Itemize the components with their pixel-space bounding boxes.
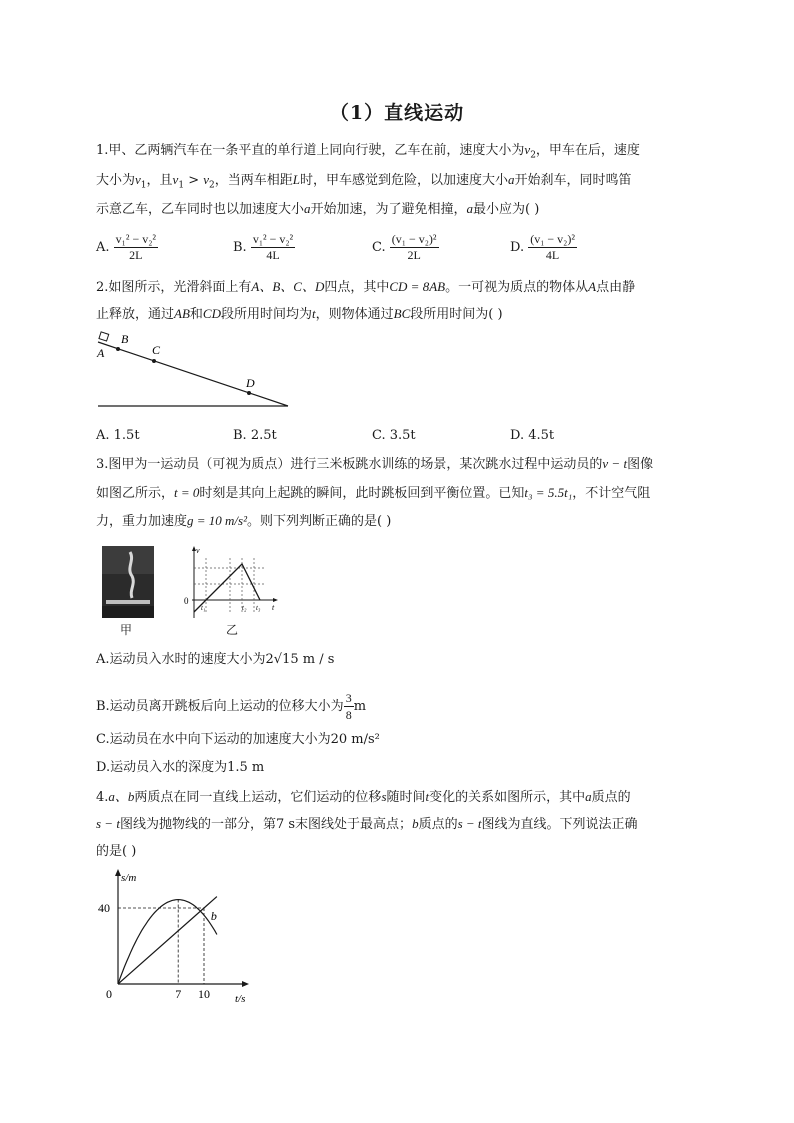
st-chart: [96, 866, 272, 1004]
var-BC: BC: [393, 306, 411, 321]
q2-text: 。一可视为质点的物体从: [445, 280, 589, 295]
var-t: t: [312, 306, 316, 321]
q2-line-2: [96, 306, 503, 323]
caption-yi: 乙: [226, 623, 239, 637]
t-axis-label: t: [272, 603, 275, 612]
caption-jia: 甲: [120, 623, 133, 637]
var-a: a: [585, 789, 592, 804]
q4-text: 4.: [96, 790, 109, 805]
var-s: s: [381, 789, 387, 804]
var-b: b: [412, 816, 419, 831]
q1-text: 开始刹车，同时鸣笛: [514, 173, 632, 188]
numerator: v₁² − v₂²: [115, 232, 157, 246]
q3-text: 如图乙所示，: [96, 486, 175, 501]
q3-line-3: [96, 513, 391, 530]
q2-text: 四点，其中: [324, 280, 390, 295]
equation: CD = 8AB: [389, 279, 446, 294]
incline-figure: [92, 328, 296, 412]
q3-text: 时刻是其向上起跳的瞬间，此时跳板回到平衡位置。已知: [199, 486, 525, 501]
var-AB: AB: [174, 306, 190, 321]
q1-text: ，甲车在后，速度: [535, 143, 640, 158]
x-arrow: [242, 981, 249, 987]
q2-option-c[interactable]: C. 3.5t: [372, 428, 416, 443]
option-fraction: [251, 232, 295, 263]
q4-text: 随时间: [386, 790, 426, 805]
q2-text: 止释放，通过: [96, 307, 175, 322]
q3-text: 。则下列判断正确的是( ): [247, 514, 392, 529]
vt: v − t: [602, 456, 628, 471]
origin-label: 0: [184, 596, 189, 606]
t3-label: t₃: [256, 604, 261, 612]
q1-option-a[interactable]: [96, 232, 158, 263]
option-label: C.: [372, 240, 386, 255]
q1-line-3: 示意乙车，乙车同时也以加速度大小a开始加速，为了避免相撞，a最小应为( ): [96, 201, 540, 217]
option-text: D.运动员入水的深度为: [96, 760, 228, 775]
option-label: D.: [510, 240, 525, 255]
q4-text: 质点的: [591, 790, 631, 805]
t0: t = 0: [174, 485, 200, 500]
numerator: (v₁ − v₂)²: [530, 232, 575, 246]
block-icon: [99, 332, 109, 341]
denominator: 4L: [545, 248, 560, 262]
q1-option-d[interactable]: [510, 232, 577, 263]
q4-text: 两质点在同一直线上运动，它们运动的位移: [134, 790, 382, 805]
diver-photo: [102, 546, 154, 618]
numerator: 3: [345, 691, 352, 705]
q3-option-d[interactable]: [96, 760, 264, 776]
x-tick-10: 10: [198, 987, 210, 1001]
option-fraction: [390, 232, 439, 263]
q3-text: ，不计空气阻: [572, 486, 651, 501]
q3-option-b[interactable]: [96, 690, 366, 723]
q1-line-1: 1.甲、乙两辆汽车在一条平直的单行道上同向行驶，乙车在前，速度大小为$v_2$，甲车在后，速度: [96, 142, 640, 161]
g-value: g = 10 m/s²: [187, 513, 247, 528]
t2-label: t₂: [242, 604, 247, 612]
var-t: t: [425, 789, 430, 804]
series-b-label: b: [210, 909, 217, 923]
incline-line: [98, 342, 288, 406]
q2-text: 段所用时间均为: [220, 307, 312, 322]
option-fraction: [344, 690, 354, 723]
t3-eq: t₃ = 5.5t₁: [524, 485, 573, 500]
option-fraction: [528, 232, 577, 263]
var-L: L: [292, 172, 300, 187]
option-text: B.运动员离开跳板后向上运动的位移大小为: [96, 699, 344, 714]
st: s − t: [457, 816, 482, 831]
option-unit: m: [353, 699, 367, 714]
st: s − t: [96, 816, 120, 831]
numerator: (v₁ − v₂)²: [391, 232, 437, 246]
q2-text: 点由静: [596, 280, 636, 295]
q4-text: 图线为抛物线的一部分，第: [119, 817, 276, 832]
q3-text: 力，重力加速度: [96, 514, 188, 529]
q1-text: ，当两车相距: [214, 173, 293, 188]
option-value: 2√15 m / s: [265, 652, 335, 667]
page-title: （1）直线运动: [329, 102, 465, 124]
q3-option-c[interactable]: [96, 732, 380, 748]
q3-text: 图像: [627, 457, 654, 472]
q2-option-a[interactable]: A. 1.5t: [96, 428, 140, 443]
q1-text: 1.甲、乙两辆汽车在一条平直的单行道上同向行驶，乙车在前，速度大小为: [96, 143, 525, 158]
option-fraction: [114, 232, 158, 263]
q2-option-d[interactable]: D. 4.5t: [510, 428, 555, 443]
q2-text: 和: [189, 307, 203, 322]
q4-text: 质点的: [418, 817, 458, 832]
denominator: 8: [345, 708, 352, 722]
q3-line-1: [96, 456, 653, 473]
y-tick-40: 40: [98, 901, 110, 915]
point-b-dot: [116, 347, 120, 351]
series-b-line: [118, 897, 217, 984]
q4-line-2: [96, 816, 638, 833]
denominator: 2L: [129, 248, 143, 262]
x-axis-label: t/s: [235, 993, 246, 1004]
q2-text: 2.如图所示，光滑斜面上有: [96, 280, 252, 295]
points: A、B、C、D: [251, 279, 325, 294]
denominator: 2L: [407, 248, 421, 262]
q3-option-a[interactable]: [96, 652, 334, 668]
option-value: 1.5 m: [227, 760, 265, 775]
q3-line-2: [96, 485, 650, 502]
q4-line-1: [96, 789, 631, 806]
t1-label: t₁: [201, 604, 206, 612]
q2-line-1: [96, 279, 635, 296]
var-A: A: [588, 279, 597, 294]
option-text: C.运动员在水中向下运动的加速度大小为: [96, 732, 331, 747]
label-d: D: [246, 376, 255, 390]
q1-line-2: 大小为$v_1$，且$v_1 > v_2$，当两车相距L时，甲车感觉到危险，以加速度大小a开始刹车，同时鸣笛: [96, 172, 632, 191]
option-label: A.: [96, 240, 110, 255]
label-a: A: [97, 346, 105, 360]
var-ab: a、b: [108, 789, 135, 804]
q1-option-b[interactable]: [233, 232, 295, 263]
option-text: A.运动员入水时的速度大小为: [96, 652, 266, 667]
y-axis-label: s/m: [121, 872, 137, 884]
q4-text: 末图线处于最高点；: [295, 817, 413, 832]
denominator: 4L: [266, 248, 280, 262]
origin-tick: 0: [106, 987, 112, 1001]
q3-text: 3.图甲为一运动员（可视为质点）进行三米板跳水训练的场景，某次跳水过程中运动员的: [96, 457, 603, 472]
q1-text: 示意乙车，乙车同时也以加速度大小: [96, 202, 305, 217]
q1-text: 时，甲车感觉到危险，以加速度大小: [300, 173, 509, 188]
numerator: v₁² − v₂²: [252, 232, 294, 246]
vt-graph: [172, 544, 282, 622]
seven-s: 7 s: [275, 817, 296, 832]
q2-option-b[interactable]: B. 2.5t: [233, 428, 277, 443]
q2-text: 段所用时间为( ): [410, 307, 503, 322]
var-a: a: [508, 172, 515, 187]
label-c: C: [152, 343, 161, 357]
var-CD: CD: [202, 306, 221, 321]
point-c-dot: [152, 359, 156, 363]
var-v: v: [524, 142, 531, 157]
q1-text: ，且: [146, 173, 173, 188]
q4-line-3: 的是( ): [96, 844, 137, 859]
option-value: 20 m/s²: [330, 732, 380, 747]
q1-text: 开始加速，为了避免相撞，: [310, 202, 467, 217]
q1-text: 最小应为( ): [473, 202, 540, 217]
q4-text: 图线为直线。下列说法正确: [481, 817, 638, 832]
label-b: B: [121, 332, 129, 346]
q1-text: 大小为: [96, 173, 136, 188]
q1-option-c[interactable]: [372, 232, 439, 263]
v-axis-label: v: [196, 546, 200, 555]
q2-text: ，则物体通过: [315, 307, 394, 322]
point-d-dot: [247, 391, 251, 395]
x-tick-7: 7: [175, 987, 182, 1001]
option-label: B.: [233, 240, 247, 255]
q4-text: 变化的关系如图所示，其中: [429, 790, 586, 805]
